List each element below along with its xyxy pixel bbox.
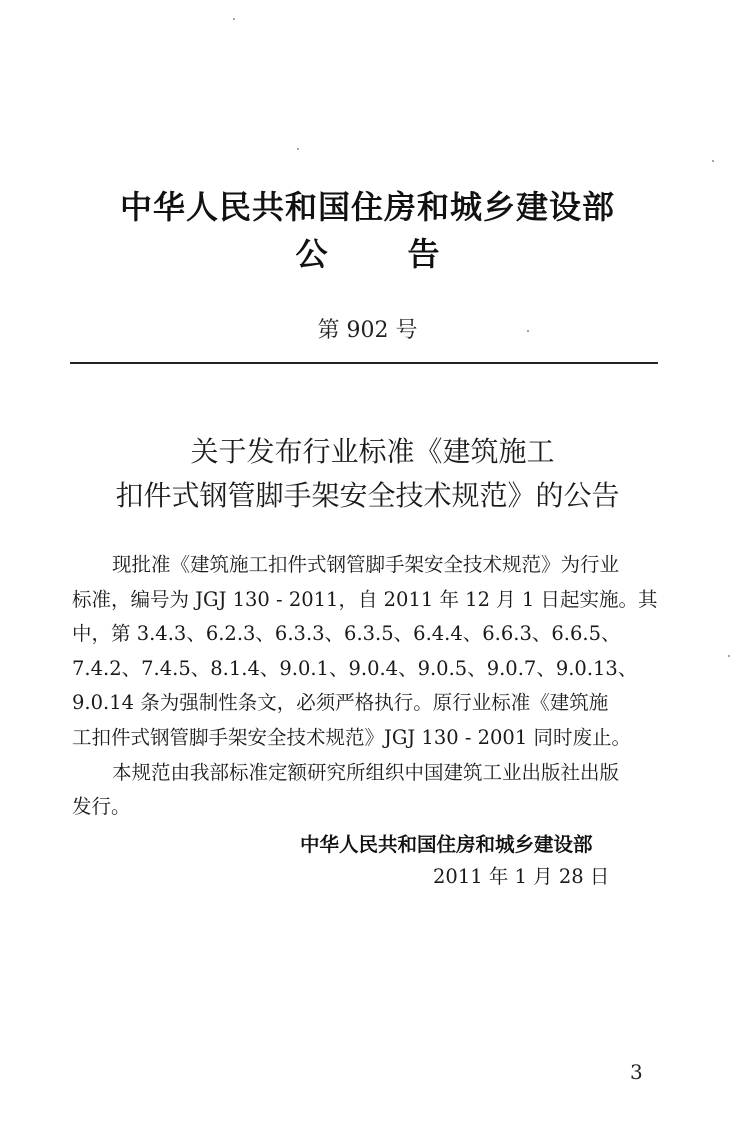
page-number: 3 [630,1060,643,1084]
header-divider [70,362,658,364]
notice-heading-char-2: 告 [407,235,440,273]
subject-line-1: 关于发布行业标准《建筑施工 [190,435,555,468]
body-line: 工扣件式钢管脚手架安全技术规范》JGJ 130 - 2001 同时废止。 [72,725,631,749]
scan-speck [712,160,714,162]
notice-heading-char-1: 公 [295,235,328,273]
ministry-title: 中华人民共和国住房和城乡建设部 [119,188,615,226]
issue-date: 2011 年 1 月 28 日 [433,865,610,888]
body-line: 标准，编号为 JGJ 130 - 2011，自 2011 年 12 月 1 日起实施。其 [72,587,658,611]
body-line: 9.0.14 条为强制性条文，必须严格执行。原行业标准《建筑施 [72,691,609,715]
scan-speck [297,148,299,150]
scan-speck [728,655,730,657]
body-line: 发行。 [72,795,131,819]
notice-heading [0,232,735,276]
notice-body [72,548,662,825]
issuer-signature: 中华人民共和国住房和城乡建设部 [300,833,593,856]
body-line: 中，第 3.4.3、6.2.3、6.3.3、6.3.5、6.4.4、6.6.3、6.6.5、 [72,622,621,646]
notice-subject [0,430,735,518]
scan-speck [527,330,529,332]
notice-number: 第 902 号 [317,318,418,343]
body-line: 本规范由我部标准定额研究所组织中国建筑工业出版社出版 [112,760,620,784]
subject-line-2: 扣件式钢管脚手架安全技术规范》的公告 [115,479,620,512]
body-line: 现批准《建筑施工扣件式钢管脚手架安全技术规范》为行业 [112,553,620,576]
body-line: 7.4.2、7.4.5、8.1.4、9.0.1、9.0.4、9.0.5、9.0.7、9.0.13、 [72,656,638,680]
scan-speck [233,18,235,20]
